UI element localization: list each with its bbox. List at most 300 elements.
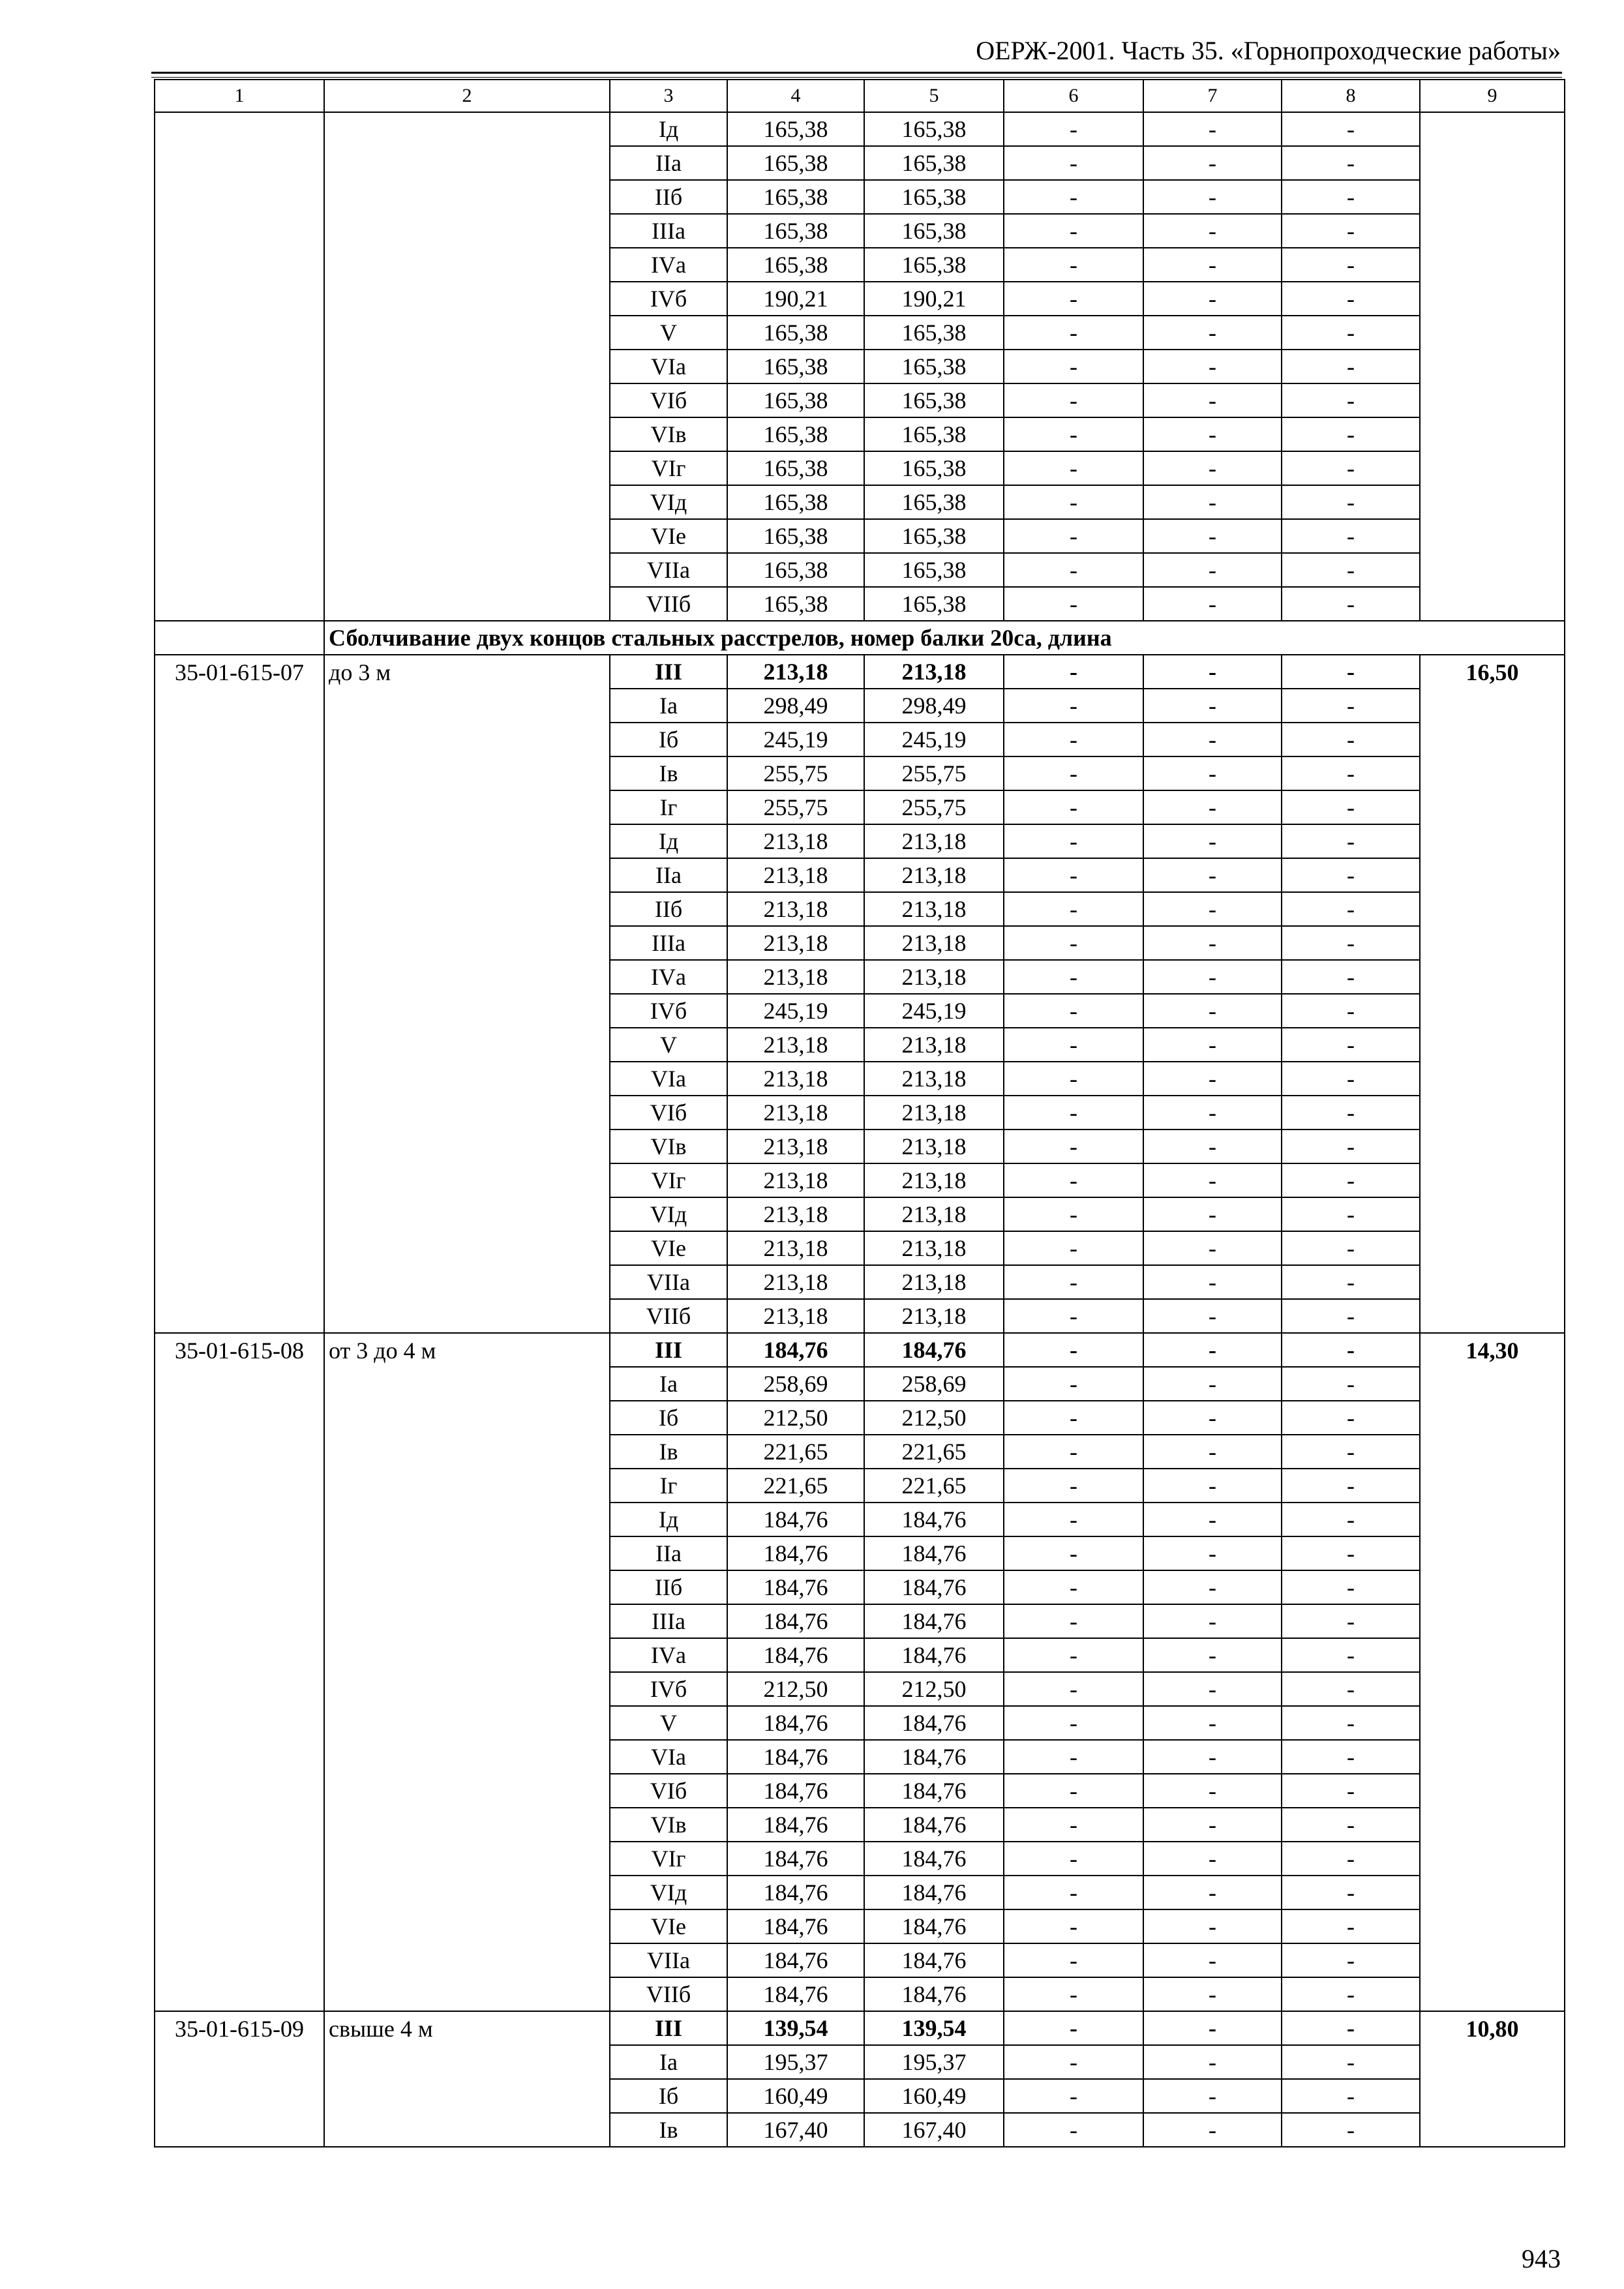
cell-col-4: 184,76 — [727, 1503, 864, 1536]
cell-col-8: - — [1282, 1503, 1420, 1536]
cell-col-8: - — [1282, 1299, 1420, 1333]
cell-col-3: VIд — [610, 1876, 727, 1909]
cell-col-8: - — [1282, 587, 1420, 621]
table-body — [155, 80, 1565, 2147]
cell-col-5: 160,49 — [864, 2079, 1004, 2113]
cell-col-4: 213,18 — [727, 1299, 864, 1333]
cell-col-7: - — [1143, 723, 1282, 756]
cell-col-6: - — [1004, 553, 1143, 587]
cell-col-5: 184,76 — [864, 1706, 1004, 1740]
cell-col-5: 221,65 — [864, 1469, 1004, 1503]
cell-col-5: 165,38 — [864, 553, 1004, 587]
cell-col-8: - — [1282, 248, 1420, 282]
norm-description: до 3 м — [324, 655, 610, 1333]
cell-col-4: 190,21 — [727, 282, 864, 316]
cell-col-5: 212,50 — [864, 1672, 1004, 1706]
cell-col-5: 213,18 — [864, 1197, 1004, 1231]
cell-col-6: - — [1004, 1672, 1143, 1706]
cell-col-4: 213,18 — [727, 1163, 864, 1197]
cell-col-3: IVб — [610, 282, 727, 316]
cell-col-5: 184,76 — [864, 1570, 1004, 1604]
cell-col-5: 165,38 — [864, 519, 1004, 553]
cell-col-8: - — [1282, 2113, 1420, 2147]
cell-col-6: - — [1004, 1367, 1143, 1401]
cell-col-3: VIе — [610, 1909, 727, 1943]
cell-col-6: - — [1004, 1265, 1143, 1299]
table-row — [155, 1333, 1565, 1367]
cell-col-7: - — [1143, 485, 1282, 519]
cell-col-6: - — [1004, 1062, 1143, 1096]
cell-col-5: 245,19 — [864, 723, 1004, 756]
cell-col-6: - — [1004, 858, 1143, 892]
cell-col-7: - — [1143, 1503, 1282, 1536]
cell-col-7: - — [1143, 1062, 1282, 1096]
cell-col-6: - — [1004, 756, 1143, 790]
cell-col-3: Iв — [610, 756, 727, 790]
cell-col-7: - — [1143, 1909, 1282, 1943]
cell-col-8: - — [1282, 2079, 1420, 2113]
cell-col-3: VIб — [610, 1774, 727, 1808]
cell-col-4: 165,38 — [727, 587, 864, 621]
cell-col-8: - — [1282, 2011, 1420, 2045]
cell-col-8: - — [1282, 146, 1420, 180]
cell-col-6: - — [1004, 248, 1143, 282]
cell-col-4: 184,76 — [727, 1876, 864, 1909]
cell-col-7: - — [1143, 2113, 1282, 2147]
norms-table — [154, 79, 1565, 2147]
norm-code: 35-01-615-07 — [155, 655, 324, 1333]
cell-col-6: - — [1004, 1469, 1143, 1503]
cell-col-4: 165,38 — [727, 383, 864, 417]
cell-col-8: - — [1282, 1062, 1420, 1096]
cell-col-3: Iа — [610, 689, 727, 723]
cell-col-3: VIIа — [610, 553, 727, 587]
cell-col-6: - — [1004, 214, 1143, 248]
cell-col-8: - — [1282, 282, 1420, 316]
cell-col-3: VIIб — [610, 587, 727, 621]
cell-col-5: 184,76 — [864, 1740, 1004, 1774]
cell-col-5: 213,18 — [864, 655, 1004, 689]
cell-col-5: 184,76 — [864, 1604, 1004, 1638]
cell-col-8: - — [1282, 1435, 1420, 1469]
cell-col-3: Iб — [610, 723, 727, 756]
cell-col-8: - — [1282, 655, 1420, 689]
cell-col-3: VIг — [610, 451, 727, 485]
cell-col-5: 213,18 — [864, 892, 1004, 926]
cell-col-7: - — [1143, 1672, 1282, 1706]
cell-col-5: 221,65 — [864, 1435, 1004, 1469]
cell-col-3: III — [610, 1333, 727, 1367]
cell-col-5: 195,37 — [864, 2045, 1004, 2079]
cell-col-4: 213,18 — [727, 926, 864, 960]
cell-col-6: - — [1004, 655, 1143, 689]
cell-col-8: - — [1282, 1876, 1420, 1909]
cell-col-3: III — [610, 655, 727, 689]
cell-col-7: - — [1143, 1197, 1282, 1231]
cell-col-7: - — [1143, 2045, 1282, 2079]
cell-col-6: - — [1004, 1299, 1143, 1333]
cell-col-7: - — [1143, 1842, 1282, 1876]
cell-col-3: VIд — [610, 1197, 727, 1231]
cell-col-6: - — [1004, 1977, 1143, 2011]
cell-col-7: - — [1143, 316, 1282, 350]
cell-col-6: - — [1004, 960, 1143, 994]
cell-col-8: - — [1282, 892, 1420, 926]
cell-col-8: - — [1282, 960, 1420, 994]
cell-col-4: 255,75 — [727, 790, 864, 824]
cell-col-7: - — [1143, 1638, 1282, 1672]
cell-col-5: 213,18 — [864, 1231, 1004, 1265]
cell-col-3: VIв — [610, 1130, 727, 1163]
cell-col-6: - — [1004, 383, 1143, 417]
cell-col-8: - — [1282, 1943, 1420, 1977]
cell-col-3: IVа — [610, 960, 727, 994]
column-number: 5 — [864, 80, 1004, 112]
cell-col-6: - — [1004, 451, 1143, 485]
cell-col-6: - — [1004, 790, 1143, 824]
norm-rate: 16,50 — [1420, 655, 1565, 1333]
cell-col-7: - — [1143, 892, 1282, 926]
cell-col-7: - — [1143, 146, 1282, 180]
cell-col-7: - — [1143, 553, 1282, 587]
cell-col-3: IIа — [610, 146, 727, 180]
cell-col-8: - — [1282, 1163, 1420, 1197]
cell-col-4: 213,18 — [727, 1130, 864, 1163]
cell-col-4: 184,76 — [727, 1977, 864, 2011]
cell-col-4: 255,75 — [727, 756, 864, 790]
cell-col-3: Iд — [610, 824, 727, 858]
cell-col-5: 165,38 — [864, 316, 1004, 350]
cell-col-8: - — [1282, 1265, 1420, 1299]
cell-col-5: 165,38 — [864, 248, 1004, 282]
cell-col-6: - — [1004, 1163, 1143, 1197]
cell-col-4: 213,18 — [727, 960, 864, 994]
cell-col-8: - — [1282, 994, 1420, 1028]
cell-col-3: VIг — [610, 1163, 727, 1197]
cell-col-5: 184,76 — [864, 1638, 1004, 1672]
cell-col-6: - — [1004, 1435, 1143, 1469]
cell-col-4: 245,19 — [727, 994, 864, 1028]
cell-col-7: - — [1143, 926, 1282, 960]
cell-col-6: - — [1004, 1706, 1143, 1740]
cell-col-5: 165,38 — [864, 587, 1004, 621]
cell-col-6: - — [1004, 824, 1143, 858]
cell-col-7: - — [1143, 756, 1282, 790]
cell-col-3: VIIб — [610, 1299, 727, 1333]
cell-col-6: - — [1004, 892, 1143, 926]
cell-col-4: 165,38 — [727, 519, 864, 553]
cell-col-4: 298,49 — [727, 689, 864, 723]
cell-col-7: - — [1143, 1536, 1282, 1570]
cell-col-6: - — [1004, 1231, 1143, 1265]
cell-col-7: - — [1143, 1706, 1282, 1740]
cell-col-8: - — [1282, 1231, 1420, 1265]
column-number: 1 — [155, 80, 324, 112]
cell-col-7: - — [1143, 1130, 1282, 1163]
cell-col-4: 165,38 — [727, 248, 864, 282]
cell-col-4: 184,76 — [727, 1536, 864, 1570]
cell-col-7: - — [1143, 1299, 1282, 1333]
cell-col-5: 255,75 — [864, 790, 1004, 824]
cell-col-7: - — [1143, 180, 1282, 214]
cell-col-6: - — [1004, 1536, 1143, 1570]
cell-col-5: 255,75 — [864, 756, 1004, 790]
cell-col-4: 184,76 — [727, 1943, 864, 1977]
cell-col-5: 165,38 — [864, 451, 1004, 485]
cell-col-3: VIг — [610, 1842, 727, 1876]
cell-col-7: - — [1143, 1096, 1282, 1130]
column-number: 2 — [324, 80, 610, 112]
cell-col-4: 213,18 — [727, 655, 864, 689]
column-number: 4 — [727, 80, 864, 112]
cell-col-3: IIIа — [610, 1604, 727, 1638]
cell-col-6: - — [1004, 1808, 1143, 1842]
cell-col-7: - — [1143, 1401, 1282, 1435]
cell-col-8: - — [1282, 1028, 1420, 1062]
cell-col-8: - — [1282, 316, 1420, 350]
cell-col-7: - — [1143, 1977, 1282, 2011]
cell-col-8: - — [1282, 1774, 1420, 1808]
cell-col-7: - — [1143, 1367, 1282, 1401]
cell-col-8: - — [1282, 1536, 1420, 1570]
cell-col-3: IIб — [610, 1570, 727, 1604]
cell-col-3: VIв — [610, 417, 727, 451]
cell-col-8: - — [1282, 756, 1420, 790]
cell-col-4: 184,76 — [727, 1808, 864, 1842]
cell-col-7: - — [1143, 1163, 1282, 1197]
norm-rate — [1420, 112, 1565, 621]
cell-col-8: - — [1282, 1197, 1420, 1231]
cell-col-8: - — [1282, 485, 1420, 519]
cell-col-4: 165,38 — [727, 350, 864, 383]
cell-col-5: 184,76 — [864, 1943, 1004, 1977]
cell-col-3: IVа — [610, 1638, 727, 1672]
cell-col-3: Iг — [610, 1469, 727, 1503]
cell-col-3: IVб — [610, 994, 727, 1028]
cell-col-7: - — [1143, 2079, 1282, 2113]
cell-col-4: 213,18 — [727, 1062, 864, 1096]
cell-col-4: 184,76 — [727, 1570, 864, 1604]
table-row — [155, 2011, 1565, 2045]
cell-col-8: - — [1282, 824, 1420, 858]
cell-col-4: 165,38 — [727, 112, 864, 146]
cell-col-4: 139,54 — [727, 2011, 864, 2045]
cell-col-8: - — [1282, 553, 1420, 587]
cell-col-7: - — [1143, 417, 1282, 451]
header-rule — [151, 72, 1562, 78]
cell-col-5: 184,76 — [864, 1333, 1004, 1367]
cell-col-8: - — [1282, 1469, 1420, 1503]
cell-col-5: 184,76 — [864, 1876, 1004, 1909]
cell-col-4: 160,49 — [727, 2079, 864, 2113]
cell-col-4: 221,65 — [727, 1435, 864, 1469]
cell-col-7: - — [1143, 1774, 1282, 1808]
cell-col-3: VIе — [610, 519, 727, 553]
cell-col-5: 213,18 — [864, 926, 1004, 960]
cell-col-5: 184,76 — [864, 1842, 1004, 1876]
cell-col-6: - — [1004, 2113, 1143, 2147]
page-header: ОЕРЖ-2001. Часть 35. «Горнопроходческие работы» — [976, 36, 1561, 65]
norm-description — [324, 112, 610, 621]
cell-col-5: 165,38 — [864, 146, 1004, 180]
cell-col-6: - — [1004, 994, 1143, 1028]
cell-col-4: 213,18 — [727, 1096, 864, 1130]
cell-col-6: - — [1004, 723, 1143, 756]
cell-col-3: Iа — [610, 1367, 727, 1401]
cell-col-6: - — [1004, 1842, 1143, 1876]
cell-col-5: 245,19 — [864, 994, 1004, 1028]
cell-col-7: - — [1143, 2011, 1282, 2045]
cell-col-4: 213,18 — [727, 1265, 864, 1299]
cell-col-8: - — [1282, 1130, 1420, 1163]
cell-col-8: - — [1282, 1808, 1420, 1842]
cell-col-8: - — [1282, 723, 1420, 756]
cell-col-4: 221,65 — [727, 1469, 864, 1503]
cell-col-4: 213,18 — [727, 824, 864, 858]
cell-col-4: 184,76 — [727, 1909, 864, 1943]
cell-col-7: - — [1143, 1570, 1282, 1604]
cell-col-8: - — [1282, 180, 1420, 214]
norm-code: 35-01-615-08 — [155, 1333, 324, 2011]
cell-col-3: V — [610, 316, 727, 350]
cell-col-7: - — [1143, 1265, 1282, 1299]
cell-col-7: - — [1143, 824, 1282, 858]
cell-col-4: 165,38 — [727, 180, 864, 214]
cell-col-3: Iб — [610, 2079, 727, 2113]
cell-col-3: Iг — [610, 790, 727, 824]
cell-col-8: - — [1282, 926, 1420, 960]
cell-col-5: 213,18 — [864, 1163, 1004, 1197]
cell-col-5: 213,18 — [864, 1299, 1004, 1333]
cell-col-3: IIIа — [610, 926, 727, 960]
cell-col-3: VIб — [610, 1096, 727, 1130]
norm-rate: 10,80 — [1420, 2011, 1565, 2147]
cell-col-5: 165,38 — [864, 180, 1004, 214]
cell-col-3: IIIа — [610, 214, 727, 248]
cell-col-3: III — [610, 2011, 727, 2045]
cell-col-3: VIIа — [610, 1943, 727, 1977]
cell-col-5: 165,38 — [864, 350, 1004, 383]
cell-col-8: - — [1282, 1842, 1420, 1876]
cell-col-5: 213,18 — [864, 960, 1004, 994]
cell-col-3: IVа — [610, 248, 727, 282]
cell-col-3: VIа — [610, 1062, 727, 1096]
norm-code: 35-01-615-09 — [155, 2011, 324, 2147]
cell-col-7: - — [1143, 858, 1282, 892]
cell-col-7: - — [1143, 1333, 1282, 1367]
cell-col-6: - — [1004, 485, 1143, 519]
table-row — [155, 655, 1565, 689]
cell-col-6: - — [1004, 519, 1143, 553]
cell-col-5: 139,54 — [864, 2011, 1004, 2045]
cell-col-4: 165,38 — [727, 485, 864, 519]
table-row — [155, 112, 1565, 146]
cell-col-5: 165,38 — [864, 214, 1004, 248]
norm-description: свыше 4 м — [324, 2011, 610, 2147]
cell-col-6: - — [1004, 1943, 1143, 1977]
cell-col-7: - — [1143, 350, 1282, 383]
cell-col-7: - — [1143, 689, 1282, 723]
cell-col-6: - — [1004, 1333, 1143, 1367]
cell-col-8: - — [1282, 1367, 1420, 1401]
cell-col-3: VIв — [610, 1808, 727, 1842]
cell-col-8: - — [1282, 350, 1420, 383]
cell-col-4: 213,18 — [727, 1028, 864, 1062]
cell-col-4: 184,76 — [727, 1842, 864, 1876]
cell-col-8: - — [1282, 1333, 1420, 1367]
cell-col-4: 258,69 — [727, 1367, 864, 1401]
cell-col-8: - — [1282, 1604, 1420, 1638]
cell-col-6: - — [1004, 2011, 1143, 2045]
cell-col-6: - — [1004, 689, 1143, 723]
cell-col-4: 212,50 — [727, 1672, 864, 1706]
cell-col-8: - — [1282, 2045, 1420, 2079]
cell-col-3: IVб — [610, 1672, 727, 1706]
cell-col-7: - — [1143, 790, 1282, 824]
cell-col-5: 165,38 — [864, 417, 1004, 451]
cell-col-4: 165,38 — [727, 553, 864, 587]
cell-col-6: - — [1004, 1876, 1143, 1909]
cell-col-5: 212,50 — [864, 1401, 1004, 1435]
norm-description: от 3 до 4 м — [324, 1333, 610, 2011]
cell-col-6: - — [1004, 926, 1143, 960]
cell-col-6: - — [1004, 1909, 1143, 1943]
cell-col-8: - — [1282, 1672, 1420, 1706]
cell-col-6: - — [1004, 587, 1143, 621]
cell-col-3: Iд — [610, 112, 727, 146]
cell-col-5: 213,18 — [864, 1028, 1004, 1062]
cell-col-8: - — [1282, 1638, 1420, 1672]
cell-col-4: 184,76 — [727, 1706, 864, 1740]
cell-col-5: 213,18 — [864, 1130, 1004, 1163]
cell-col-7: - — [1143, 1435, 1282, 1469]
cell-col-4: 213,18 — [727, 1231, 864, 1265]
cell-col-8: - — [1282, 214, 1420, 248]
cell-col-6: - — [1004, 282, 1143, 316]
cell-col-3: VIа — [610, 350, 727, 383]
cell-col-4: 213,18 — [727, 1197, 864, 1231]
cell-col-8: - — [1282, 1909, 1420, 1943]
cell-col-3: IIб — [610, 180, 727, 214]
cell-col-7: - — [1143, 214, 1282, 248]
cell-col-7: - — [1143, 1604, 1282, 1638]
cell-col-7: - — [1143, 1943, 1282, 1977]
cell-col-4: 165,38 — [727, 214, 864, 248]
cell-col-4: 212,50 — [727, 1401, 864, 1435]
cell-col-5: 184,76 — [864, 1909, 1004, 1943]
cell-col-7: - — [1143, 282, 1282, 316]
cell-col-3: VIIа — [610, 1265, 727, 1299]
cell-col-3: Iд — [610, 1503, 727, 1536]
cell-col-5: 165,38 — [864, 112, 1004, 146]
cell-col-3: Iб — [610, 1401, 727, 1435]
cell-col-8: - — [1282, 417, 1420, 451]
cell-col-8: - — [1282, 1740, 1420, 1774]
cell-col-5: 190,21 — [864, 282, 1004, 316]
cell-col-5: 165,38 — [864, 485, 1004, 519]
cell-col-4: 165,38 — [727, 417, 864, 451]
cell-col-3: VIд — [610, 485, 727, 519]
cell-col-4: 213,18 — [727, 858, 864, 892]
cell-col-6: - — [1004, 112, 1143, 146]
cell-col-3: V — [610, 1706, 727, 1740]
cell-col-4: 165,38 — [727, 451, 864, 485]
cell-col-4: 184,76 — [727, 1604, 864, 1638]
cell-col-8: - — [1282, 519, 1420, 553]
cell-col-6: - — [1004, 2045, 1143, 2079]
cell-col-8: - — [1282, 689, 1420, 723]
cell-col-3: VIа — [610, 1740, 727, 1774]
